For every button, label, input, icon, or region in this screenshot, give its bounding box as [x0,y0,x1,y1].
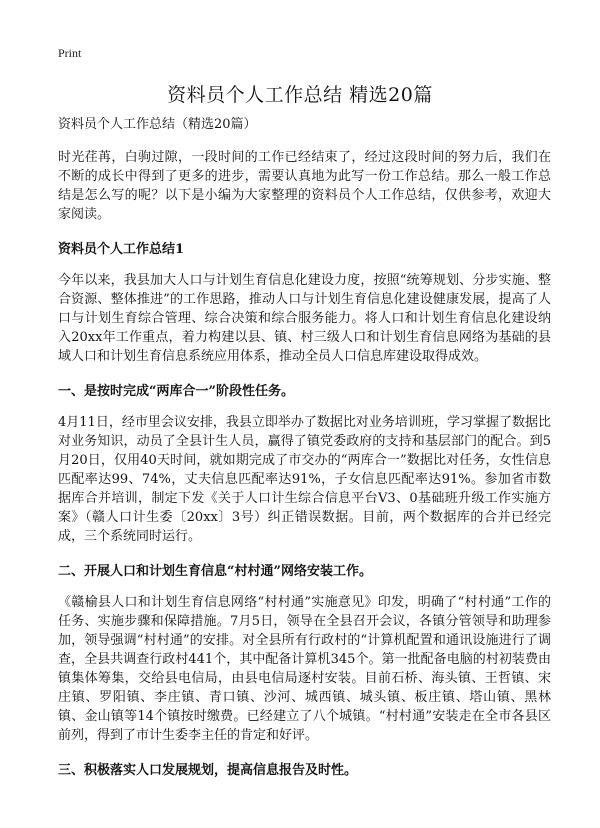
print-label[interactable]: Print [58,46,82,60]
intro-paragraph: 时光荏苒，白驹过隙，一段时间的工作已经结束了，经过这段时间的努力后，我们在不断的成长中得到了更多的进步，需要认真地为此写一份工作总结。那么一般工作总结是怎么写的呢？以下是小编为大家整理的资料员个人工作总结，仅供参考，欢迎大家阅读。 [58,150,551,222]
document-body [58,116,551,792]
page-title: 资料员个人工作总结 精选20篇 [167,84,433,106]
paragraph-two: 《赣榆县人口和计划生育信息网络“村村通”实施意见》印发，明确了“村村通”工作的任务、实施步骤和保障措施。7月5日，领导在全县召开会议，各镇分管领导和助理参加，领导强调“村村通”的安排。对全县所有行政村的“计算机配置和通讯设施进行了调查，全县共调查行政村441个，其中配备计算机345个。第一批配备电脑的村初装费由镇集体筹集，交给县电信局，由县电信局逐村安装。目前石桥、海头镇、王哲镇、宋庄镇、罗阳镇、李庄镇、青口镇、沙河、城西镇、城头镇、板庄镇、塔山镇、黑林镇、金山镇等14个镇按时缴费。已经建立了八个城镇。“村村通”安装走在全市各县区前列，得到了市计生委李主任的肯定和好评。 [58,595,551,743]
section-title: 资料员个人工作总结1 [58,242,185,257]
heading-one: 一、是按时完成“两库合一”阶段性任务。 [58,384,294,399]
section-paragraph: 今年以来，我县加大人口与计划生育信息化建设力度，按照“统筹规划、分步实施、整合资源、整体推进”的工作思路，推动人口与计划生育信息化建设健康发展，提高了人口与计划生育综合管理、综合决策和综合服务能力。将人口和计划生育信息化建设纳入20xx年工作重点，着力构建以县、镇、村三级人口和计划生育信息网络为基础的县域人口和计划生育信息系统应用体系，推动全员人口信息库建设取得成效。 [58,273,551,364]
paragraph-one: 4月11日，经市里会议安排，我县立即举办了数据比对业务培训班，学习掌握了数据比对业务知识，动员了全县计生人员，赢得了镇党委政府的支持和基层部门的配合。到5月20日，仅用40天时间，就如期完成了市交办的“两库合一”数据比对任务，女性信息匹配率达99、74%，丈夫信息匹配率达91%，子女信息匹配率达91%。参加省市数据库合并培训，制定下发《关于人口计生综合信息平台V3、0基础班升级工作实施方案》（赣人口计生委〔20xx〕3号）纠正错误数据。目前，两个数据库的合并已经完成，三个系统同时运行。 [58,415,551,544]
document-subtitle: 资料员个人工作总结（精选20篇） [58,117,257,132]
heading-two: 二、开展人口和计划生育信息“村村通”网络安装工作。 [58,564,372,579]
heading-three: 三、积极落实人口发展规划，提高信息报告及时性。 [58,763,358,778]
